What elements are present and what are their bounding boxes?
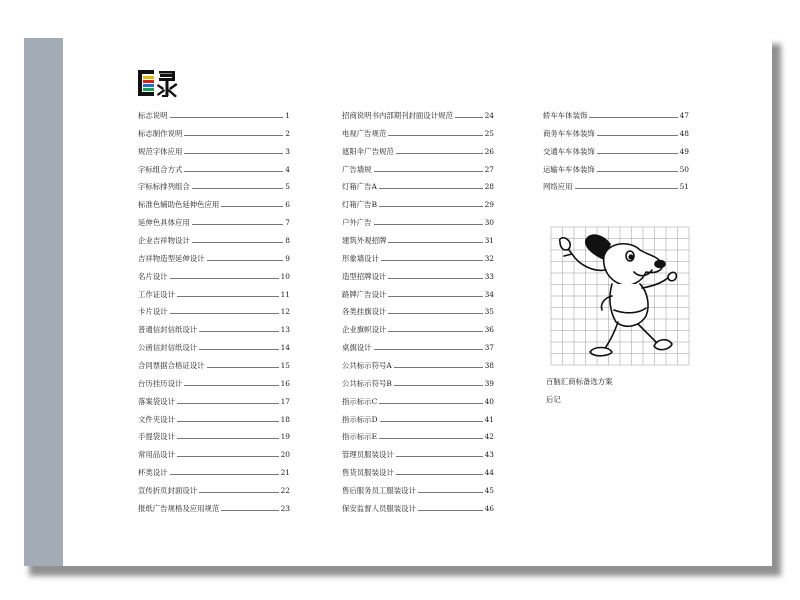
toc-entry-title: 指示标示C (342, 396, 378, 406)
toc-entry-page-number: 39 (484, 378, 494, 388)
toc-entry-page-number: 6 (285, 200, 290, 210)
toc-entry-page-number: 11 (280, 289, 290, 299)
toc-entry-title: 运输车车体装饰 (543, 164, 595, 174)
toc-entry-page-number: 28 (484, 182, 494, 192)
toc-entry[interactable] (138, 235, 290, 253)
toc-entry[interactable] (342, 146, 494, 164)
toc-entry[interactable] (342, 253, 494, 271)
toc-entry-page-number: 26 (484, 146, 494, 156)
toc-entry-page-number: 17 (280, 396, 290, 406)
toc-entry-title: 轿车车体装饰 (543, 111, 588, 120)
toc-entry[interactable] (138, 199, 290, 217)
toc-entry[interactable] (138, 503, 290, 521)
toc-entry-title: 字标标排列组合 (138, 182, 190, 192)
toc-entry-page-number: 46 (484, 503, 494, 513)
toc-entry[interactable] (342, 485, 494, 503)
toc-entry[interactable] (138, 146, 290, 164)
toc-entry-page-number: 31 (484, 236, 494, 246)
toc-entry-page-number: 21 (280, 468, 290, 478)
toc-entry-page-number: 43 (484, 450, 494, 460)
toc-entry[interactable] (342, 431, 494, 449)
toc-entry[interactable] (138, 253, 290, 271)
toc-entry-title: 字标组合方式 (138, 164, 183, 174)
toc-entry[interactable] (342, 217, 494, 235)
toc-entry[interactable] (543, 146, 689, 164)
toc-entry-page-number: 50 (679, 164, 689, 174)
toc-entry[interactable] (138, 485, 290, 503)
dog-mascot-icon (550, 226, 690, 366)
toc-entry[interactable] (543, 128, 689, 146)
toc-entry-title: 指示标示E (342, 432, 377, 442)
toc-entry[interactable] (342, 164, 494, 182)
toc-entry-page-number: 25 (484, 128, 494, 138)
toc-entry-title: 手提袋设计 (138, 432, 175, 442)
toc-entry-page-number: 18 (280, 414, 290, 424)
toc-entry-title: 路牌广告设计 (342, 289, 387, 299)
toc-entry-page-number: 51 (679, 182, 689, 192)
toc-entry[interactable] (138, 449, 290, 467)
toc-entry-title: 广告墙规 (342, 164, 372, 174)
toc-entry-title: 标志说明 (138, 111, 168, 120)
toc-entry[interactable] (138, 342, 290, 360)
toc-entry[interactable] (138, 164, 290, 182)
toc-entry-title: 宣传折页封面设计 (138, 486, 198, 496)
toc-entry-title: 杯类设计 (138, 468, 168, 478)
toc-entry-page-number: 47 (679, 111, 689, 120)
toc-entry-page-number: 45 (484, 486, 494, 496)
toc-entry-page-number: 41 (484, 414, 494, 424)
toc-entry[interactable] (543, 181, 689, 199)
toc-entry[interactable] (138, 271, 290, 289)
toc-entry-title: 管理员服装设计 (342, 450, 394, 460)
toc-entry[interactable] (138, 181, 290, 199)
toc-entry-title: 灯箱广告B (342, 200, 377, 210)
toc-entry[interactable] (138, 324, 290, 342)
toc-entry-page-number: 27 (484, 164, 494, 174)
toc-entry[interactable] (342, 449, 494, 467)
toc-entry-page-number: 16 (280, 378, 290, 388)
toc-entry-title: 企业吉祥物设计 (138, 236, 190, 246)
toc-column-3 (543, 110, 689, 199)
toc-entry[interactable] (342, 289, 494, 307)
toc-entry-page-number: 24 (484, 111, 494, 120)
toc-logo-icon (138, 68, 196, 98)
toc-entry[interactable] (342, 467, 494, 485)
toc-entry-page-number: 4 (285, 164, 290, 174)
toc-entry[interactable] (138, 431, 290, 449)
toc-entry-title: 售货员服装设计 (342, 468, 394, 478)
toc-entry[interactable] (342, 181, 494, 199)
toc-entry-page-number: 8 (285, 236, 290, 246)
page-spine (24, 38, 63, 566)
toc-entry-title: 交通车车体装饰 (543, 146, 595, 156)
toc-entry-title: 台历挂历设计 (138, 378, 183, 388)
toc-page (24, 38, 772, 566)
toc-entry-page-number: 12 (280, 307, 290, 317)
toc-entry-title: 吉祥物造型延伸设计 (138, 253, 205, 263)
toc-entry-page-number: 23 (280, 503, 290, 513)
toc-entry[interactable] (138, 306, 290, 324)
toc-entry-page-number: 14 (280, 343, 290, 353)
toc-entry[interactable] (342, 128, 494, 146)
toc-entry[interactable] (342, 324, 494, 342)
afterword-label: 后记 (546, 395, 561, 404)
toc-entry-page-number: 2 (285, 128, 290, 138)
toc-entry-title: 指示标示D (342, 414, 378, 424)
toc-entry-title: 合同票据合格证设计 (138, 361, 205, 371)
toc-entry[interactable] (138, 289, 290, 307)
toc-entry-page-number: 32 (484, 253, 494, 263)
toc-entry[interactable] (342, 378, 494, 396)
toc-entry-page-number: 22 (280, 486, 290, 496)
toc-entry-page-number: 34 (484, 289, 494, 299)
toc-entry-title: 延伸色具体应用 (138, 218, 190, 228)
toc-column-1 (138, 110, 290, 521)
toc-entry-title: 网络应用 (543, 182, 573, 192)
toc-entry-page-number: 42 (484, 432, 494, 442)
toc-entry-title: 工作证设计 (138, 289, 175, 299)
toc-logo-svg (138, 68, 196, 98)
toc-entry-title: 常用品设计 (138, 450, 175, 460)
toc-entry-title: 桌旗设计 (342, 343, 372, 353)
toc-entry[interactable] (342, 235, 494, 253)
toc-entry[interactable] (138, 360, 290, 378)
toc-entry-page-number: 33 (484, 271, 494, 281)
toc-entry-title: 名片设计 (138, 271, 168, 281)
toc-entry[interactable] (543, 110, 689, 128)
toc-entry[interactable] (138, 378, 290, 396)
toc-entry-title: 各类挂旗设计 (342, 307, 387, 317)
toc-entry[interactable] (342, 396, 494, 414)
toc-entry-title: 规范字体应用 (138, 146, 183, 156)
toc-entry-page-number: 44 (484, 468, 494, 478)
toc-entry-page-number: 13 (280, 325, 290, 335)
toc-entry-title: 标志制作说明 (138, 128, 183, 138)
toc-entry[interactable] (342, 271, 494, 289)
toc-entry-title: 灯箱广告A (342, 182, 377, 192)
toc-entry-page-number: 3 (285, 146, 290, 156)
toc-entry-title: 普通信封信纸设计 (138, 325, 198, 335)
toc-entry-page-number: 40 (484, 396, 494, 406)
toc-entry-page-number: 48 (679, 128, 689, 138)
toc-entry[interactable] (342, 306, 494, 324)
toc-entry-page-number: 15 (280, 361, 290, 371)
toc-entry-title: 形象墙设计 (342, 253, 379, 263)
toc-entry-page-number: 37 (484, 343, 494, 353)
toc-entry-page-number: 19 (280, 432, 290, 442)
toc-entry-page-number: 38 (484, 361, 494, 371)
toc-entry-page-number: 1 (285, 111, 290, 120)
trademark-alternatives-label: 百脑汇商标备选方案 (546, 377, 613, 386)
toc-entry[interactable] (138, 396, 290, 414)
toc-entry[interactable] (138, 128, 290, 146)
toc-entry-title: 招商说明书内部期刊封面设计规范 (342, 111, 453, 120)
toc-entry-title: 文件夹设计 (138, 414, 175, 424)
toc-entry[interactable] (342, 199, 494, 217)
toc-entry-title: 企业旗帜设计 (342, 325, 387, 335)
toc-entry[interactable] (342, 342, 494, 360)
toc-entry-title: 公函信封信纸设计 (138, 343, 198, 353)
toc-entry-page-number: 10 (280, 271, 290, 281)
toc-entry[interactable] (342, 110, 494, 128)
toc-entry[interactable] (138, 467, 290, 485)
toc-entry-title: 报纸广告规格及应用规范 (138, 503, 220, 513)
toc-entry-page-number: 5 (285, 182, 290, 192)
toc-entry-page-number: 35 (484, 307, 494, 317)
toc-entry[interactable] (138, 217, 290, 235)
mascot-grid-illustration (550, 226, 690, 366)
toc-entry-title: 落案袋设计 (138, 396, 175, 406)
toc-entry-title: 商务车车体装饰 (543, 128, 595, 138)
toc-entry-page-number: 30 (484, 218, 494, 228)
toc-entry[interactable] (138, 414, 290, 432)
toc-entry-page-number: 9 (285, 253, 290, 263)
toc-entry-page-number: 7 (285, 218, 290, 228)
toc-entry-title: 遮阳伞广告规范 (342, 146, 394, 156)
toc-entry[interactable] (138, 110, 290, 128)
toc-entry-page-number: 20 (280, 450, 290, 460)
toc-entry-title: 电视广告规范 (342, 128, 387, 138)
toc-entry-title: 标准色辅助色延伸色应用 (138, 200, 220, 210)
toc-entry-title: 公共标示符号A (342, 361, 392, 371)
toc-entry-title: 建筑外观招牌 (342, 236, 387, 246)
toc-entry-title: 造型招牌设计 (342, 271, 387, 281)
toc-entry-page-number: 49 (679, 146, 689, 156)
toc-entry-page-number: 36 (484, 325, 494, 335)
toc-entry-title: 售后服务员工服装设计 (342, 486, 416, 496)
toc-entry-page-number: 29 (484, 200, 494, 210)
toc-entry[interactable] (342, 414, 494, 432)
toc-entry-title: 公共标示符号B (342, 378, 392, 388)
toc-column-2 (342, 110, 494, 521)
toc-entry[interactable] (543, 164, 689, 182)
toc-entry[interactable] (342, 503, 494, 521)
toc-entry-title: 保安监督人员服装设计 (342, 503, 416, 513)
toc-entry-title: 户外广告 (342, 218, 372, 228)
toc-entry-title: 卡片设计 (138, 307, 168, 317)
toc-entry[interactable] (342, 360, 494, 378)
